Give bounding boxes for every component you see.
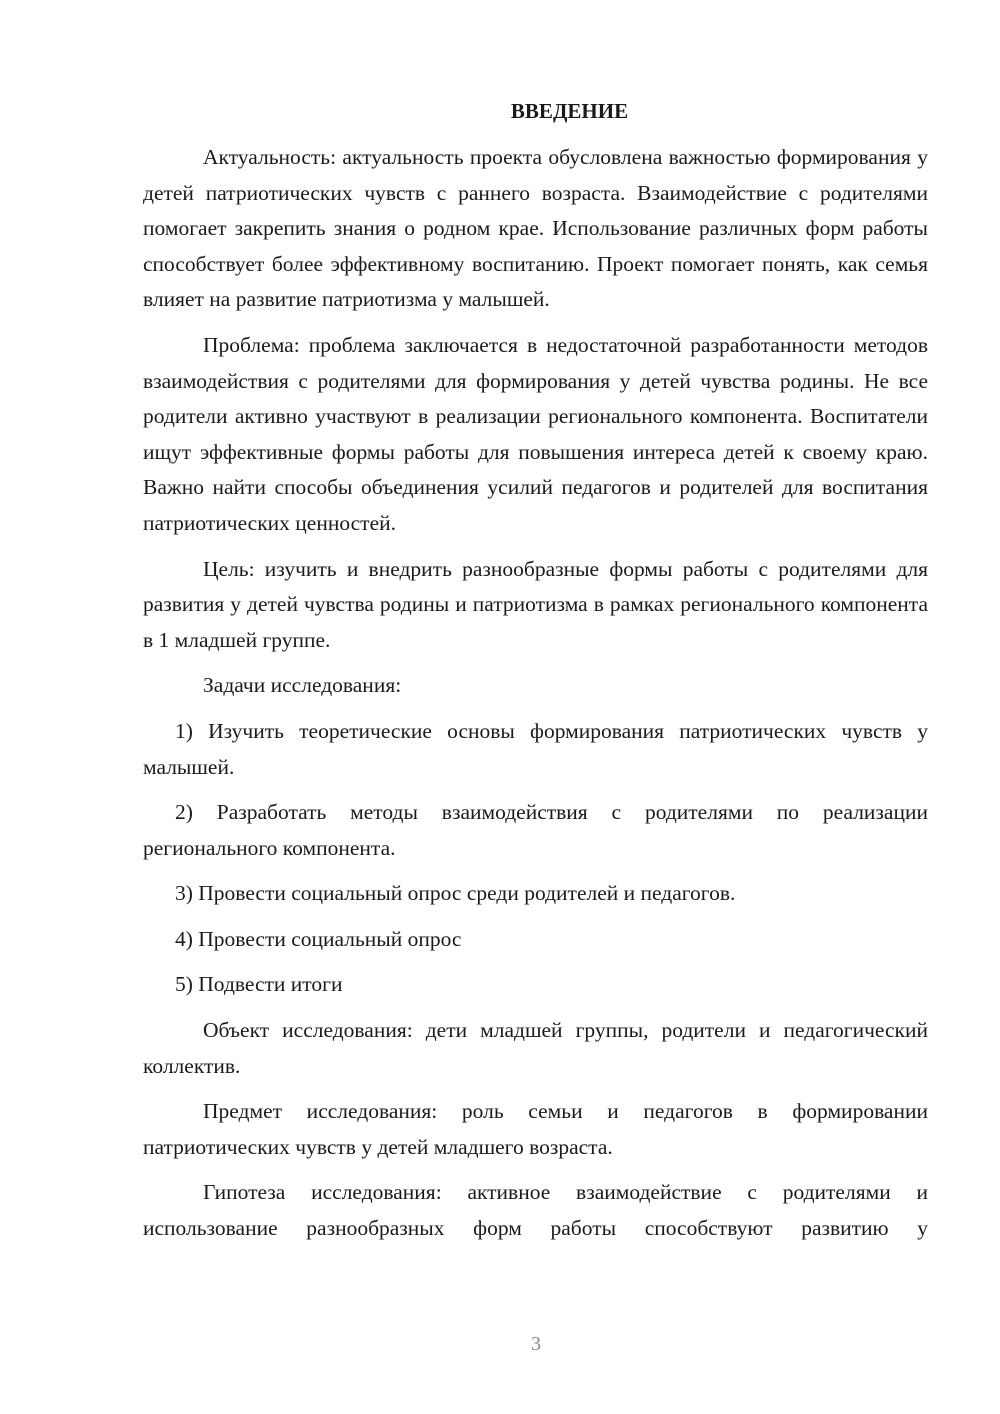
task-item-2: 2) Разработать методы взаимодействия с родителями по реализации регионального компонента. — [143, 800, 928, 860]
tasks-heading: Задачи исследования: — [203, 673, 402, 698]
task-item-1: 1) Изучить теоретические основы формирования патриотических чувств у малышей. — [143, 718, 928, 779]
paragraph-relevance: Актуальность: актуальность проекта обусловлена важностью формирования у детей патриотических чувств с раннего возраста. Взаимодействие с родителями помогает закрепить знания о родном крае. Использование различных форм работы способствует более эффективному воспитанию. Проект помогает понять, как семья влияет на развитие патриотизма у малышей. — [143, 145, 928, 312]
paragraph-goal: Цель: изучить и внедрить разнообразные формы работы с родителями для развития у детей чувства родины и патриотизма в рамках регионального компонента в 1 младшей группе. — [143, 556, 928, 652]
document-page — [143, 95, 928, 1257]
paragraph-problem: Проблема: проблема заключается в недостаточной разработанности методов взаимодействия с родителями для формирования у детей чувства родины. Не все родители активно участвуют в реализации регионального компонента. Воспитатели ищут эффективные формы работы для повышения интереса детей к своему краю. Важно найти способы объединения усилий педагогов и родителей для воспитания патриотических ценностей. — [143, 332, 928, 535]
page-number: 3 — [531, 1333, 541, 1355]
task-item-4: 4) Провести социальный опрос — [175, 926, 462, 951]
task-item-5: 5) Подвести итоги — [175, 972, 343, 997]
task-item-3: 3) Провести социальный опрос среди родителей и педагогов. — [175, 881, 736, 906]
paragraph-object: Объект исследования: дети младшей группы, родители и педагогический коллектив. — [143, 1018, 928, 1078]
paragraph-hypothesis: Гипотеза исследования: активное взаимодействие с родителями и использование разнообразных форм работы способствуют развитию у — [143, 1180, 928, 1241]
paragraph-subject: Предмет исследования: роль семьи и педагогов в формировании патриотических чувств у детей младшего возраста. — [143, 1099, 928, 1159]
page-title: ВВЕДЕНИЕ — [510, 99, 629, 123]
